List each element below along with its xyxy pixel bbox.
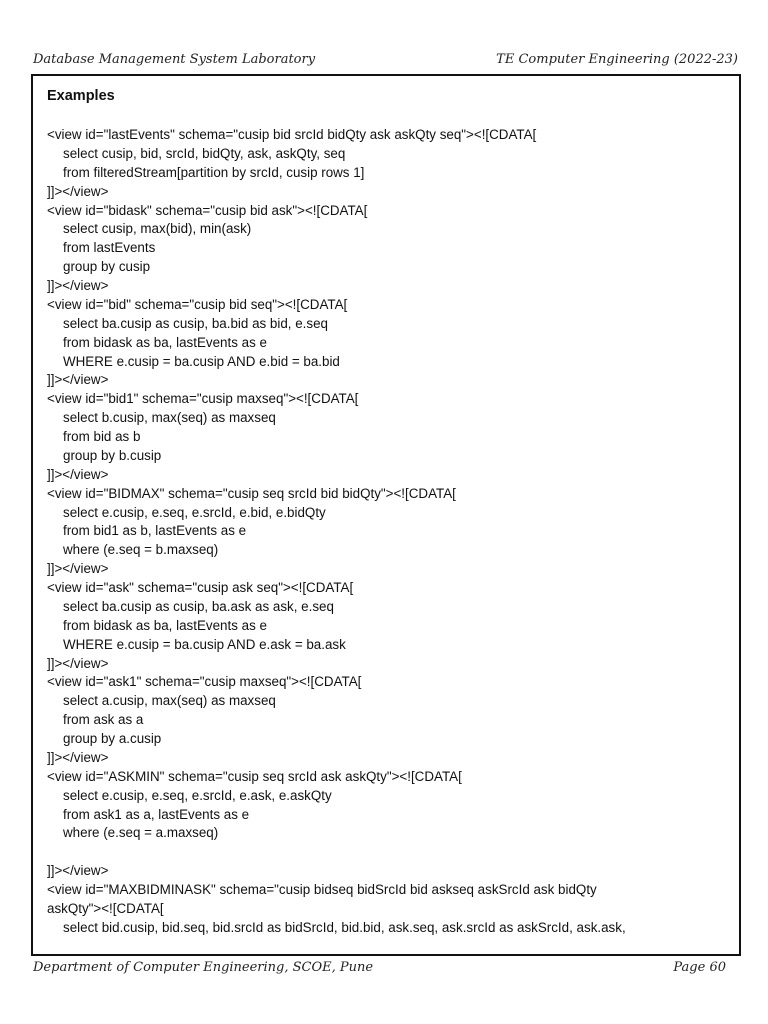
code-line: select a.cusip, max(seq) as maxseq xyxy=(63,693,276,709)
code-line: from lastEvents xyxy=(63,240,156,256)
code-line: WHERE e.cusip = ba.cusip AND e.ask = ba.ask xyxy=(63,636,346,652)
section-title: Examples xyxy=(47,88,115,104)
code-line: <view id="bid" schema="cusip bid seq"><![CDATA[ xyxy=(47,296,348,312)
code-line: WHERE e.cusip = ba.cusip AND e.bid = ba.bid xyxy=(63,353,340,369)
code-line: ]]></view> xyxy=(47,749,109,765)
code-line: from bid1 as b, lastEvents as e xyxy=(63,523,247,539)
code-listing xyxy=(47,126,733,938)
code-line: <view id="lastEvents" schema="cusip bid srcId bidQty ask askQty seq"><![CDATA[ xyxy=(47,127,537,142)
code-line: select e.cusip, e.seq, e.srcId, e.bid, e.bidQty xyxy=(63,504,326,520)
code-line: ]]></view> xyxy=(47,278,109,293)
code-line: select ba.cusip as cusip, ba.ask as ask, e.seq xyxy=(63,598,334,614)
code-line: ]]></view> xyxy=(47,655,109,671)
code-line: <view id="ask" schema="cusip ask seq"><![CDATA[ xyxy=(47,580,354,595)
code-line: ]]></view> xyxy=(47,183,109,199)
code-line: <view id="ask1" schema="cusip maxseq"><![CDATA[ xyxy=(47,674,362,690)
code-line: where (e.seq = a.maxseq) xyxy=(63,825,219,841)
code-line: select e.cusip, e.seq, e.srcId, e.ask, e.askQty xyxy=(63,787,332,803)
code-line: select cusip, bid, srcId, bidQty, ask, askQty, seq xyxy=(63,145,346,161)
footer-department: Department of Computer Engineering, SCOE, Pune xyxy=(33,960,374,975)
code-line: from bidask as ba, lastEvents as e xyxy=(63,334,267,350)
content-frame xyxy=(31,74,741,956)
code-line: from ask as a xyxy=(63,712,144,728)
code-line xyxy=(47,843,733,862)
code-line: <view id="MAXBIDMINASK" schema="cusip bidseq bidSrcId bid askseq askSrcId ask bidQty xyxy=(47,882,597,897)
code-line: askQty"><![CDATA[ xyxy=(47,900,164,916)
code-line: select bid.cusip, bid.seq, bid.srcId as bidSrcId, bid.bid, ask.seq, ask.srcId as askSrcId, ask.ask, xyxy=(63,919,626,935)
code-line: ]]></view> xyxy=(47,466,109,482)
code-line: group by a.cusip xyxy=(63,731,162,746)
code-line: from bidask as ba, lastEvents as e xyxy=(63,617,267,633)
code-line: select ba.cusip as cusip, ba.bid as bid, e.seq xyxy=(63,315,328,331)
code-line: from filteredStream[partition by srcId, cusip rows 1] xyxy=(63,164,365,180)
code-line: ]]></view> xyxy=(47,561,109,577)
code-line: ]]></view> xyxy=(47,372,109,388)
code-line: from bid as b xyxy=(63,429,141,444)
code-line: select cusip, max(bid), min(ask) xyxy=(63,221,252,237)
code-line: group by b.cusip xyxy=(63,447,162,463)
page-number: Page 60 xyxy=(673,960,726,975)
code-line: <view id="ASKMIN" schema="cusip seq srcId ask askQty"><![CDATA[ xyxy=(47,768,462,784)
code-line: from ask1 as a, lastEvents as e xyxy=(63,806,250,822)
code-line: where (e.seq = b.maxseq) xyxy=(63,542,219,558)
code-line: <view id="bidask" schema="cusip bid ask"><![CDATA[ xyxy=(47,202,368,218)
code-line: <view id="bid1" schema="cusip maxseq"><![CDATA[ xyxy=(47,391,359,407)
code-line: group by cusip xyxy=(63,259,151,275)
running-header-right: TE Computer Engineering (2022-23) xyxy=(496,52,738,67)
code-line: <view id="BIDMAX" schema="cusip seq srcId bid bidQty"><![CDATA[ xyxy=(47,485,456,501)
code-line: select b.cusip, max(seq) as maxseq xyxy=(63,410,276,426)
code-line: ]]></view> xyxy=(47,863,109,879)
running-header-left: Database Management System Laboratory xyxy=(33,52,316,67)
